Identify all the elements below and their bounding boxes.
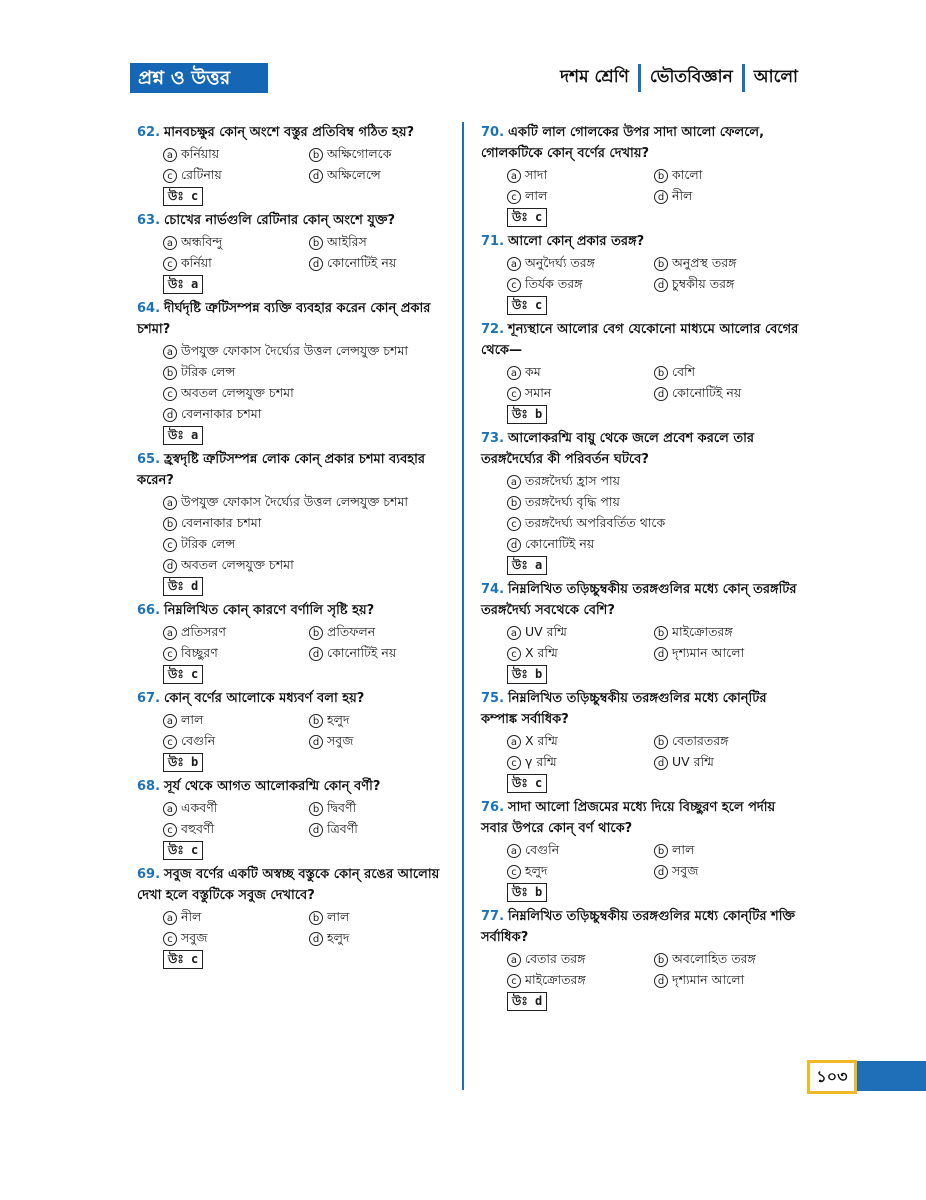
option-item bbox=[163, 621, 309, 642]
option-item bbox=[654, 621, 801, 642]
option-text: লাল bbox=[672, 842, 695, 857]
option-text: অন্ধবিন্দু bbox=[181, 234, 223, 249]
option-letter-icon: b bbox=[309, 714, 323, 728]
option-text: দৃশ্যমান আলো bbox=[672, 972, 745, 987]
option-letter-icon: d bbox=[654, 387, 668, 401]
option-item bbox=[309, 143, 455, 164]
option-item bbox=[654, 642, 801, 663]
option-letter-icon: b bbox=[654, 257, 668, 271]
option-letter-icon: d bbox=[163, 408, 177, 422]
answer-box: উঃ c bbox=[163, 187, 203, 206]
option-text: সাদা bbox=[525, 167, 548, 182]
option-item bbox=[507, 860, 654, 881]
option-letter-icon: b bbox=[309, 802, 323, 816]
option-text: অক্ষিগোলকে bbox=[327, 146, 392, 161]
option-list bbox=[137, 491, 455, 575]
option-letter-icon: d bbox=[507, 538, 521, 552]
question-text bbox=[481, 906, 801, 948]
answer-box: উঃ c bbox=[507, 774, 547, 793]
question-block bbox=[481, 906, 801, 1011]
question-block bbox=[481, 122, 801, 227]
option-text: বেলনাকার চশমা bbox=[181, 515, 262, 530]
option-item bbox=[163, 554, 455, 575]
option-text: কোনোটিই নয় bbox=[672, 385, 742, 400]
option-item bbox=[507, 969, 654, 990]
question-number: 75. bbox=[481, 691, 505, 706]
option-item bbox=[654, 860, 801, 881]
question-number: 72. bbox=[481, 322, 505, 337]
question-number: 62. bbox=[137, 125, 161, 140]
question-block bbox=[481, 579, 801, 684]
question-block bbox=[481, 688, 801, 793]
option-letter-icon: b bbox=[309, 626, 323, 640]
option-text: নীল bbox=[672, 188, 693, 203]
right-column bbox=[481, 122, 801, 1015]
option-list bbox=[481, 948, 801, 990]
answer-box: উঃ b bbox=[507, 405, 547, 424]
option-item bbox=[309, 621, 455, 642]
option-letter-icon: a bbox=[163, 236, 177, 250]
option-item bbox=[309, 642, 455, 663]
option-text: ত্রিবর্ণী bbox=[327, 821, 358, 836]
option-text: চুম্বকীয় তরঙ্গ bbox=[672, 276, 735, 291]
answer-box: উঃ c bbox=[507, 296, 547, 315]
option-text: হলুদ bbox=[525, 863, 548, 878]
option-list bbox=[481, 730, 801, 772]
option-item bbox=[507, 512, 801, 533]
question-stem: কোন্ বর্ণের আলোকে মধ্যবর্ণ বলা হয়? bbox=[164, 691, 365, 706]
option-text: প্রতিফলন bbox=[327, 624, 376, 639]
option-text: বিচ্ছুরণ bbox=[181, 645, 218, 660]
answer-box: উঃ c bbox=[163, 841, 203, 860]
option-item bbox=[309, 797, 455, 818]
option-letter-icon: d bbox=[309, 169, 323, 183]
column-divider bbox=[462, 122, 464, 1090]
question-block bbox=[481, 797, 801, 902]
option-item bbox=[163, 533, 455, 554]
option-text: হলুদ bbox=[327, 712, 350, 727]
question-text bbox=[481, 688, 801, 730]
question-number: 69. bbox=[137, 867, 161, 882]
answer-box: উঃ b bbox=[507, 883, 547, 902]
option-letter-icon: c bbox=[163, 823, 177, 837]
option-letter-icon: d bbox=[309, 257, 323, 271]
option-letter-icon: c bbox=[163, 538, 177, 552]
option-letter-icon: a bbox=[507, 626, 521, 640]
option-text: দ্বিবর্ণী bbox=[327, 800, 357, 815]
question-number: 74. bbox=[481, 582, 505, 597]
option-item bbox=[163, 818, 309, 839]
option-letter-icon: c bbox=[507, 974, 521, 988]
option-item bbox=[163, 382, 455, 403]
option-item bbox=[654, 361, 801, 382]
option-item bbox=[507, 185, 654, 206]
option-item bbox=[654, 252, 801, 273]
option-text: সবুজ bbox=[181, 930, 208, 945]
option-item bbox=[507, 751, 654, 772]
question-block bbox=[481, 428, 801, 575]
option-letter-icon: b bbox=[507, 496, 521, 510]
option-letter-icon: a bbox=[163, 626, 177, 640]
header-divider bbox=[638, 64, 641, 92]
option-item bbox=[309, 709, 455, 730]
answer-box: উঃ c bbox=[507, 208, 547, 227]
option-text: কর্নিয়া bbox=[181, 255, 212, 270]
option-list bbox=[481, 252, 801, 294]
option-text: উপযুক্ত ফোকাস দৈর্ঘ্যের উত্তল লেন্সযুক্ত চশমা bbox=[181, 494, 409, 509]
option-letter-icon: b bbox=[309, 911, 323, 925]
option-letter-icon: b bbox=[654, 169, 668, 183]
option-item bbox=[309, 818, 455, 839]
option-text: কালো bbox=[672, 167, 703, 182]
header-divider bbox=[742, 64, 745, 92]
option-text: অবলোহিত তরঙ্গ bbox=[672, 951, 756, 966]
option-text: নীল bbox=[181, 909, 202, 924]
option-letter-icon: b bbox=[163, 366, 177, 380]
option-item bbox=[163, 252, 309, 273]
question-number: 70. bbox=[481, 125, 505, 140]
option-letter-icon: d bbox=[309, 932, 323, 946]
option-text: অবতল লেন্সযুক্ত চশমা bbox=[181, 385, 294, 400]
option-text: X রশ্মি bbox=[525, 733, 558, 748]
option-list bbox=[481, 361, 801, 403]
question-text bbox=[481, 231, 801, 252]
question-block bbox=[137, 298, 455, 445]
question-stem: হ্রস্বদৃষ্টি ত্রুটিসম্পন্ন লোক কোন্ প্রকার চশমা ব্যবহার করেন? bbox=[137, 452, 426, 488]
option-text: সবুজ bbox=[327, 733, 354, 748]
option-item bbox=[163, 642, 309, 663]
option-letter-icon: a bbox=[507, 169, 521, 183]
question-block bbox=[137, 449, 455, 596]
option-text: উপযুক্ত ফোকাস দৈর্ঘ্যের উত্তল লেন্সযুক্ত চশমা bbox=[181, 343, 409, 358]
option-item bbox=[309, 164, 455, 185]
option-text: বেলনাকার চশমা bbox=[181, 406, 262, 421]
option-text: টরিক লেন্স bbox=[181, 536, 236, 551]
option-item bbox=[163, 730, 309, 751]
option-list bbox=[481, 621, 801, 663]
answer-box: উঃ d bbox=[507, 992, 547, 1011]
option-text: তির্যক তরঙ্গ bbox=[525, 276, 583, 291]
option-text: আইরিস bbox=[327, 234, 367, 249]
option-item bbox=[654, 382, 801, 403]
option-text: অক্ষিলেন্সে bbox=[327, 167, 381, 182]
option-item bbox=[163, 231, 309, 252]
question-number: 71. bbox=[481, 234, 505, 249]
option-list bbox=[481, 470, 801, 554]
section-tag: প্রশ্ন ও উত্তর bbox=[130, 63, 268, 93]
page-header bbox=[560, 64, 798, 92]
option-letter-icon: d bbox=[654, 974, 668, 988]
option-item bbox=[507, 164, 654, 185]
option-item bbox=[654, 839, 801, 860]
option-text: তরঙ্গদৈর্ঘ্য বৃদ্ধি পায় bbox=[525, 494, 620, 509]
option-text: কোনোটিই নয় bbox=[327, 645, 397, 660]
option-letter-icon: a bbox=[507, 844, 521, 858]
question-number: 63. bbox=[137, 213, 161, 228]
option-list bbox=[481, 839, 801, 881]
page-number: ১০৩ bbox=[807, 1060, 857, 1094]
subject-label: ভৌতবিজ্ঞান bbox=[649, 67, 733, 87]
answer-box: উঃ a bbox=[163, 426, 203, 445]
option-letter-icon: c bbox=[163, 932, 177, 946]
question-number: 73. bbox=[481, 431, 505, 446]
question-stem: সূর্য থেকে আগত আলোকরশ্মি কোন্ বর্ণী? bbox=[164, 779, 381, 794]
option-text: বেগুনি bbox=[181, 733, 216, 748]
option-text: কোনোটিই নয় bbox=[525, 536, 595, 551]
option-letter-icon: b bbox=[654, 953, 668, 967]
question-number: 76. bbox=[481, 800, 505, 815]
question-block bbox=[137, 210, 455, 294]
question-text bbox=[137, 688, 455, 709]
option-letter-icon: a bbox=[163, 802, 177, 816]
answer-box: উঃ a bbox=[163, 275, 203, 294]
option-item bbox=[309, 252, 455, 273]
question-text bbox=[137, 210, 455, 231]
question-block bbox=[481, 231, 801, 315]
option-text: বহুবর্ণী bbox=[181, 821, 215, 836]
question-text bbox=[137, 776, 455, 797]
question-block bbox=[137, 600, 455, 684]
option-item bbox=[654, 185, 801, 206]
option-list bbox=[137, 709, 455, 751]
option-text: একবর্ণী bbox=[181, 800, 218, 815]
option-text: γ রশ্মি bbox=[525, 754, 557, 769]
option-item bbox=[163, 403, 455, 424]
option-text: হলুদ bbox=[327, 930, 350, 945]
option-list bbox=[137, 231, 455, 273]
option-letter-icon: d bbox=[654, 647, 668, 661]
option-item bbox=[309, 730, 455, 751]
option-item bbox=[163, 491, 455, 512]
option-item bbox=[654, 730, 801, 751]
question-stem: সাদা আলো প্রিজমের মধ্যে দিয়ে বিচ্ছুরণ হলে পর্দায় সবার উপরে কোন্ বর্ণ থাকে? bbox=[481, 800, 776, 836]
question-text bbox=[481, 122, 801, 164]
answer-box: উঃ c bbox=[163, 665, 203, 684]
option-list bbox=[137, 621, 455, 663]
option-letter-icon: c bbox=[507, 278, 521, 292]
option-text: X রশ্মি bbox=[525, 645, 558, 660]
option-letter-icon: a bbox=[507, 953, 521, 967]
option-letter-icon: c bbox=[507, 647, 521, 661]
option-letter-icon: d bbox=[654, 756, 668, 770]
option-letter-icon: a bbox=[163, 911, 177, 925]
option-text: কোনোটিই নয় bbox=[327, 255, 397, 270]
option-letter-icon: b bbox=[654, 626, 668, 640]
option-letter-icon: d bbox=[654, 278, 668, 292]
option-letter-icon: a bbox=[163, 148, 177, 162]
option-letter-icon: c bbox=[163, 387, 177, 401]
option-item bbox=[507, 273, 654, 294]
option-text: কর্নিয়ায় bbox=[181, 146, 220, 161]
option-item bbox=[507, 730, 654, 751]
option-letter-icon: a bbox=[163, 496, 177, 510]
option-text: বেতারতরঙ্গ bbox=[672, 733, 729, 748]
option-letter-icon: c bbox=[507, 387, 521, 401]
question-block bbox=[137, 864, 455, 969]
option-item bbox=[163, 709, 309, 730]
option-item bbox=[163, 797, 309, 818]
option-text: কম bbox=[525, 364, 541, 379]
question-text bbox=[481, 579, 801, 621]
option-item bbox=[163, 927, 309, 948]
option-letter-icon: c bbox=[163, 169, 177, 183]
question-block bbox=[137, 776, 455, 860]
question-text bbox=[137, 600, 455, 621]
option-item bbox=[163, 361, 455, 382]
option-text: দৃশ্যমান আলো bbox=[672, 645, 745, 660]
option-letter-icon: c bbox=[163, 647, 177, 661]
option-item bbox=[163, 143, 309, 164]
question-number: 66. bbox=[137, 603, 161, 618]
question-block bbox=[481, 319, 801, 424]
question-number: 65. bbox=[137, 452, 161, 467]
answer-box: উঃ b bbox=[507, 665, 547, 684]
option-letter-icon: a bbox=[507, 366, 521, 380]
option-item bbox=[163, 164, 309, 185]
answer-box: উঃ a bbox=[507, 556, 547, 575]
option-item bbox=[654, 969, 801, 990]
option-text: লাল bbox=[327, 909, 350, 924]
option-list bbox=[137, 143, 455, 185]
option-item bbox=[507, 361, 654, 382]
option-item bbox=[163, 340, 455, 361]
option-letter-icon: d bbox=[309, 735, 323, 749]
option-list bbox=[137, 797, 455, 839]
option-item bbox=[507, 839, 654, 860]
answer-box: উঃ b bbox=[163, 753, 203, 772]
option-item bbox=[507, 252, 654, 273]
option-item bbox=[309, 231, 455, 252]
option-letter-icon: d bbox=[654, 865, 668, 879]
question-stem: শূন্যস্থানে আলোর বেগ যেকোনো মাধ্যমে আলোর বেগের থেকে— bbox=[481, 322, 799, 358]
question-stem: চোখের নার্ভগুলি রেটিনার কোন্ অংশে যুক্ত? bbox=[164, 213, 396, 228]
option-letter-icon: c bbox=[507, 865, 521, 879]
option-text: প্রতিসরণ bbox=[181, 624, 226, 639]
question-stem: মানবচক্ষুর কোন্ অংশে বস্তুর প্রতিবিম্ব গঠিত হয়? bbox=[164, 125, 415, 140]
question-number: 64. bbox=[137, 301, 161, 316]
question-text bbox=[137, 449, 455, 491]
option-letter-icon: c bbox=[507, 190, 521, 204]
option-item bbox=[309, 906, 455, 927]
question-stem: দীর্ঘদৃষ্টি ত্রুটিসম্পন্ন ব্যক্তি ব্যবহার করেন কোন্ প্রকার চশমা? bbox=[137, 301, 431, 337]
question-text bbox=[137, 122, 455, 143]
question-stem: একটি লাল গোলকের উপর সাদা আলো ফেললে, গোলকটিকে কোন্ বর্ণের দেখায়? bbox=[481, 125, 765, 161]
option-text: লাল bbox=[181, 712, 204, 727]
option-text: লাল bbox=[525, 188, 548, 203]
question-number: 68. bbox=[137, 779, 161, 794]
answer-box: উঃ c bbox=[163, 950, 203, 969]
option-letter-icon: d bbox=[654, 190, 668, 204]
question-number: 67. bbox=[137, 691, 161, 706]
option-text: অনুদৈর্ঘ্য তরঙ্গ bbox=[525, 255, 595, 270]
chapter-label: আলো bbox=[753, 67, 798, 87]
option-letter-icon: a bbox=[507, 735, 521, 749]
option-letter-icon: d bbox=[163, 559, 177, 573]
question-text bbox=[137, 298, 455, 340]
option-item bbox=[654, 273, 801, 294]
option-item bbox=[507, 491, 801, 512]
question-stem: নিম্নলিখিত কোন্ কারণে বর্ণালি সৃষ্টি হয়? bbox=[164, 603, 375, 618]
option-letter-icon: b bbox=[163, 517, 177, 531]
option-text: রেটিনায় bbox=[181, 167, 222, 182]
option-letter-icon: a bbox=[507, 475, 521, 489]
option-letter-icon: b bbox=[309, 236, 323, 250]
option-letter-icon: a bbox=[507, 257, 521, 271]
option-letter-icon: c bbox=[507, 756, 521, 770]
option-text: তরঙ্গদৈর্ঘ্য অপরিবর্তিত থাকে bbox=[525, 515, 666, 530]
option-letter-icon: a bbox=[163, 714, 177, 728]
question-stem: সবুজ বর্ণের একটি অস্বচ্ছ বস্তুকে কোন্ রঙের আলোয় দেখা হলে বস্তুটিকে সবুজ দেখাবে? bbox=[137, 867, 440, 903]
option-letter-icon: d bbox=[309, 647, 323, 661]
question-text bbox=[481, 428, 801, 470]
option-text: বেগুনি bbox=[525, 842, 560, 857]
question-text bbox=[481, 797, 801, 839]
option-item bbox=[654, 164, 801, 185]
question-stem: নিম্নলিখিত তড়িচ্চুম্বকীয় তরঙ্গগুলির মধ্যে কোন্ তরঙ্গটির তরঙ্গদৈর্ঘ্য সবথেকে বেশি? bbox=[481, 582, 797, 618]
option-item bbox=[507, 621, 654, 642]
question-number: 77. bbox=[481, 909, 505, 924]
option-letter-icon: d bbox=[309, 823, 323, 837]
option-item bbox=[507, 948, 654, 969]
question-stem: আলোকরশ্মি বায়ু থেকে জলে প্রবেশ করলে তার তরঙ্গদৈর্ঘ্যের কী পরিবর্তন ঘটবে? bbox=[481, 431, 755, 467]
option-text: বেশি bbox=[672, 364, 696, 379]
option-letter-icon: b bbox=[654, 366, 668, 380]
question-block bbox=[137, 688, 455, 772]
question-text bbox=[137, 864, 455, 906]
option-item bbox=[654, 948, 801, 969]
option-letter-icon: c bbox=[163, 257, 177, 271]
option-item bbox=[507, 642, 654, 663]
option-text: সবুজ bbox=[672, 863, 699, 878]
option-list bbox=[481, 164, 801, 206]
option-item bbox=[507, 533, 801, 554]
left-column bbox=[137, 122, 455, 973]
question-stem: আলো কোন্ প্রকার তরঙ্গ? bbox=[508, 234, 645, 249]
option-text: UV রশ্মি bbox=[672, 754, 714, 769]
option-letter-icon: b bbox=[654, 735, 668, 749]
option-text: মাইক্রোতরঙ্গ bbox=[672, 624, 733, 639]
question-text bbox=[481, 319, 801, 361]
option-item bbox=[507, 470, 801, 491]
option-letter-icon: c bbox=[507, 517, 521, 531]
option-item bbox=[507, 382, 654, 403]
option-text: সমান bbox=[525, 385, 552, 400]
option-item bbox=[654, 751, 801, 772]
question-block bbox=[137, 122, 455, 206]
question-stem: নিম্নলিখিত তড়িচ্চুম্বকীয় তরঙ্গগুলির মধ্যে কোন্‌টির কম্পাঙ্ক সর্বাধিক? bbox=[481, 691, 767, 727]
option-text: তরঙ্গদৈর্ঘ্য হ্রাস পায় bbox=[525, 473, 621, 488]
option-letter-icon: a bbox=[163, 345, 177, 359]
option-text: অনুপ্রস্থ তরঙ্গ bbox=[672, 255, 737, 270]
option-item bbox=[163, 906, 309, 927]
option-item bbox=[309, 927, 455, 948]
option-text: টরিক লেন্স bbox=[181, 364, 236, 379]
option-letter-icon: c bbox=[163, 735, 177, 749]
option-text: UV রশ্মি bbox=[525, 624, 567, 639]
option-text: মাইক্রোতরঙ্গ bbox=[525, 972, 586, 987]
option-letter-icon: b bbox=[309, 148, 323, 162]
question-stem: নিম্নলিখিত তড়িচ্চুম্বকীয় তরঙ্গগুলির মধ্যে কোন্‌টির শক্তি সর্বাধিক? bbox=[481, 909, 796, 945]
option-list bbox=[137, 340, 455, 424]
option-text: অবতল লেন্সযুক্ত চশমা bbox=[181, 557, 294, 572]
option-list bbox=[137, 906, 455, 948]
class-label: দশম শ্রেণি bbox=[560, 67, 629, 87]
option-letter-icon: b bbox=[654, 844, 668, 858]
option-text: বেতার তরঙ্গ bbox=[525, 951, 586, 966]
option-item bbox=[163, 512, 455, 533]
answer-box: উঃ d bbox=[163, 577, 203, 596]
